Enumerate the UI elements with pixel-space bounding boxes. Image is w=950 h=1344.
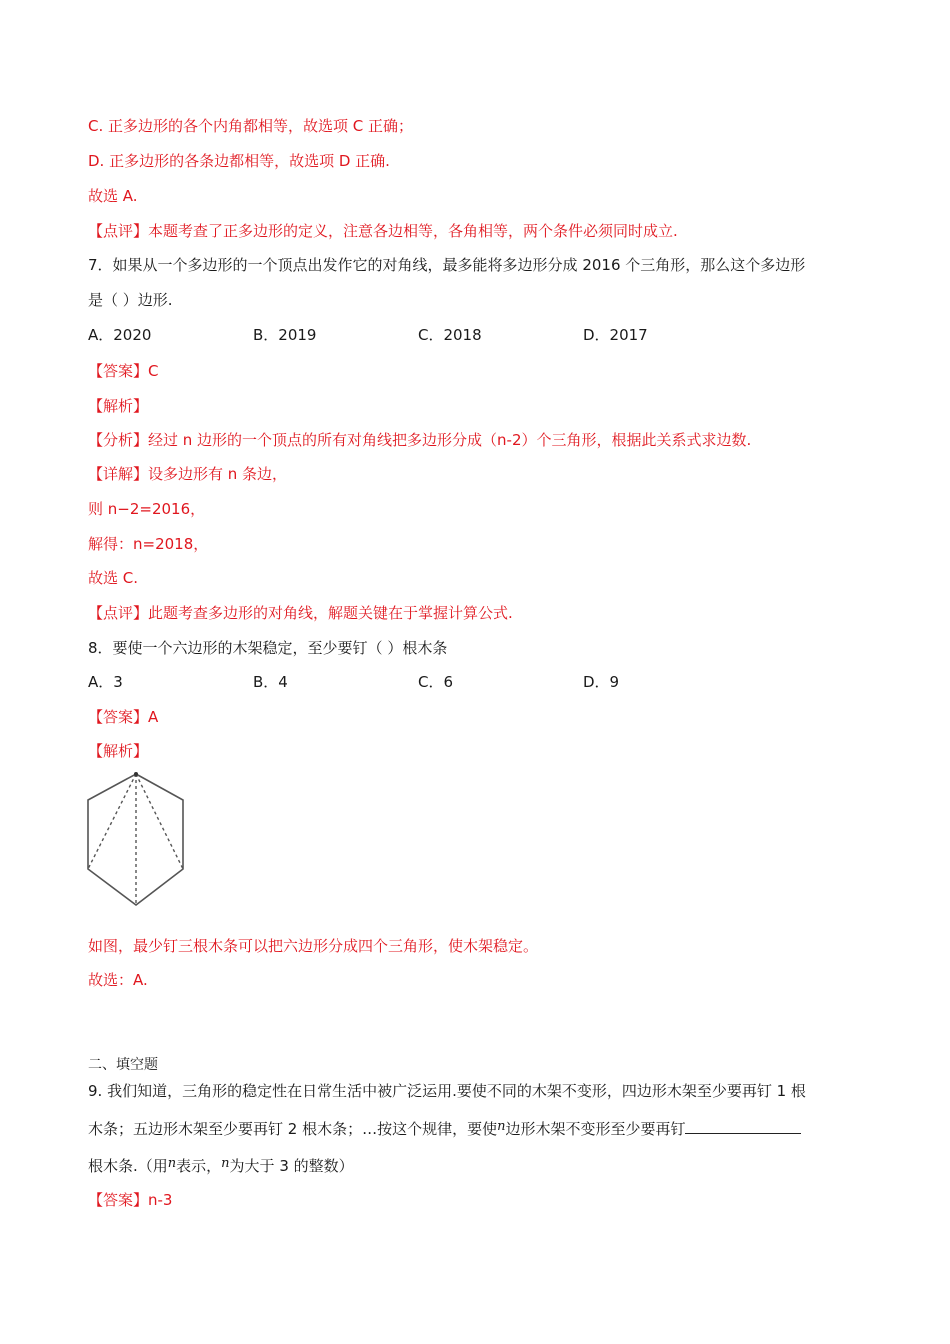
- q9-line1: 9. 我们知道，三角形的稳定性在日常生活中被广泛运用.要使不同的木架不变形，四边形木架至少要再钉 1 根: [88, 1082, 806, 1100]
- section-title: 二、填空题: [88, 1057, 158, 1073]
- q8-answer: 【答案】A: [88, 708, 159, 726]
- q7-comment: 【点评】此题考查多边形的对角线，解题关键在于掌握计算公式.: [88, 604, 513, 622]
- q9-line3-text-a: 根木条.（用: [88, 1157, 168, 1175]
- answer-blank[interactable]: [685, 1119, 801, 1134]
- q8-option-c: C．6: [418, 673, 454, 691]
- q7-detail: 【详解】设多边形有 n 条边，: [88, 465, 288, 483]
- q8-conclusion: 故选：A.: [88, 971, 148, 989]
- q9-line2-text-a: 木条；五边形木架至少要再钉 2 根木条；…按这个规律，要使: [88, 1120, 498, 1138]
- q8-option-a: A．3: [88, 673, 123, 691]
- q7-step2: 解得：n=2018，: [88, 535, 209, 553]
- q9-answer: 【答案】n-3: [88, 1191, 173, 1209]
- variable-n: n: [167, 1156, 177, 1171]
- q7-step1: 则 n−2=2016，: [88, 500, 206, 518]
- top-vertex: [134, 772, 138, 776]
- variable-n: n: [497, 1119, 506, 1134]
- q7-answer: 【答案】C: [88, 362, 159, 380]
- option-c-explanation: C. 正多边形的各个内角都相等，故选项 C 正确；: [88, 117, 414, 135]
- q7-option-d: D．2017: [583, 326, 648, 344]
- q7-option-c: C．2018: [418, 326, 482, 344]
- q7-option-b: B．2019: [253, 326, 317, 344]
- q7-conclusion: 故选 C.: [88, 569, 139, 587]
- q7-analysis-heading: 【解析】: [88, 397, 149, 415]
- q7-option-a: A．2020: [88, 326, 152, 344]
- q9-line2-text-b: 边形木架不变形至少要再钉: [505, 1120, 686, 1138]
- option-d-explanation: D. 正多边形的各条边都相等，故选项 D 正确.: [88, 152, 390, 170]
- q9-line3: [88, 1156, 354, 1178]
- q6-conclusion: 故选 A.: [88, 187, 138, 205]
- variable-n: n: [221, 1156, 230, 1171]
- q8-option-b: B．4: [253, 673, 288, 691]
- q7-analysis: 【分析】经过 n 边形的一个顶点的所有对角线把多边形分成（n-2）个三角形，根据此关系式求边数.: [88, 431, 752, 449]
- diagonal-left-bottom: [88, 774, 136, 869]
- q9-line3-text-c: 为大于 3 的整数）: [229, 1157, 354, 1175]
- q9-line2: [88, 1119, 801, 1141]
- diagonal-right-bottom: [136, 774, 183, 869]
- hexagon-diagram: [84, 768, 188, 912]
- q8-explanation: 如图，最少钉三根木条可以把六边形分成四个三角形，使木架稳定。: [88, 937, 539, 955]
- q7-stem-line1: 7．如果从一个多边形的一个顶点出发作它的对角线，最多能将多边形分成 2016 个三角形，那么这个多边形: [88, 256, 806, 274]
- q8-stem: 8．要使一个六边形的木架稳定，至少要钉（ ）根木条: [88, 639, 448, 657]
- q8-analysis-heading: 【解析】: [88, 742, 149, 760]
- q9-line3-text-b: 表示，: [176, 1157, 222, 1175]
- q8-option-d: D．9: [583, 673, 620, 691]
- q7-stem-line2: 是（ ）边形.: [88, 291, 173, 309]
- q6-comment: 【点评】本题考查了正多边形的定义，注意各边相等，各角相等，两个条件必须同时成立.: [88, 222, 678, 240]
